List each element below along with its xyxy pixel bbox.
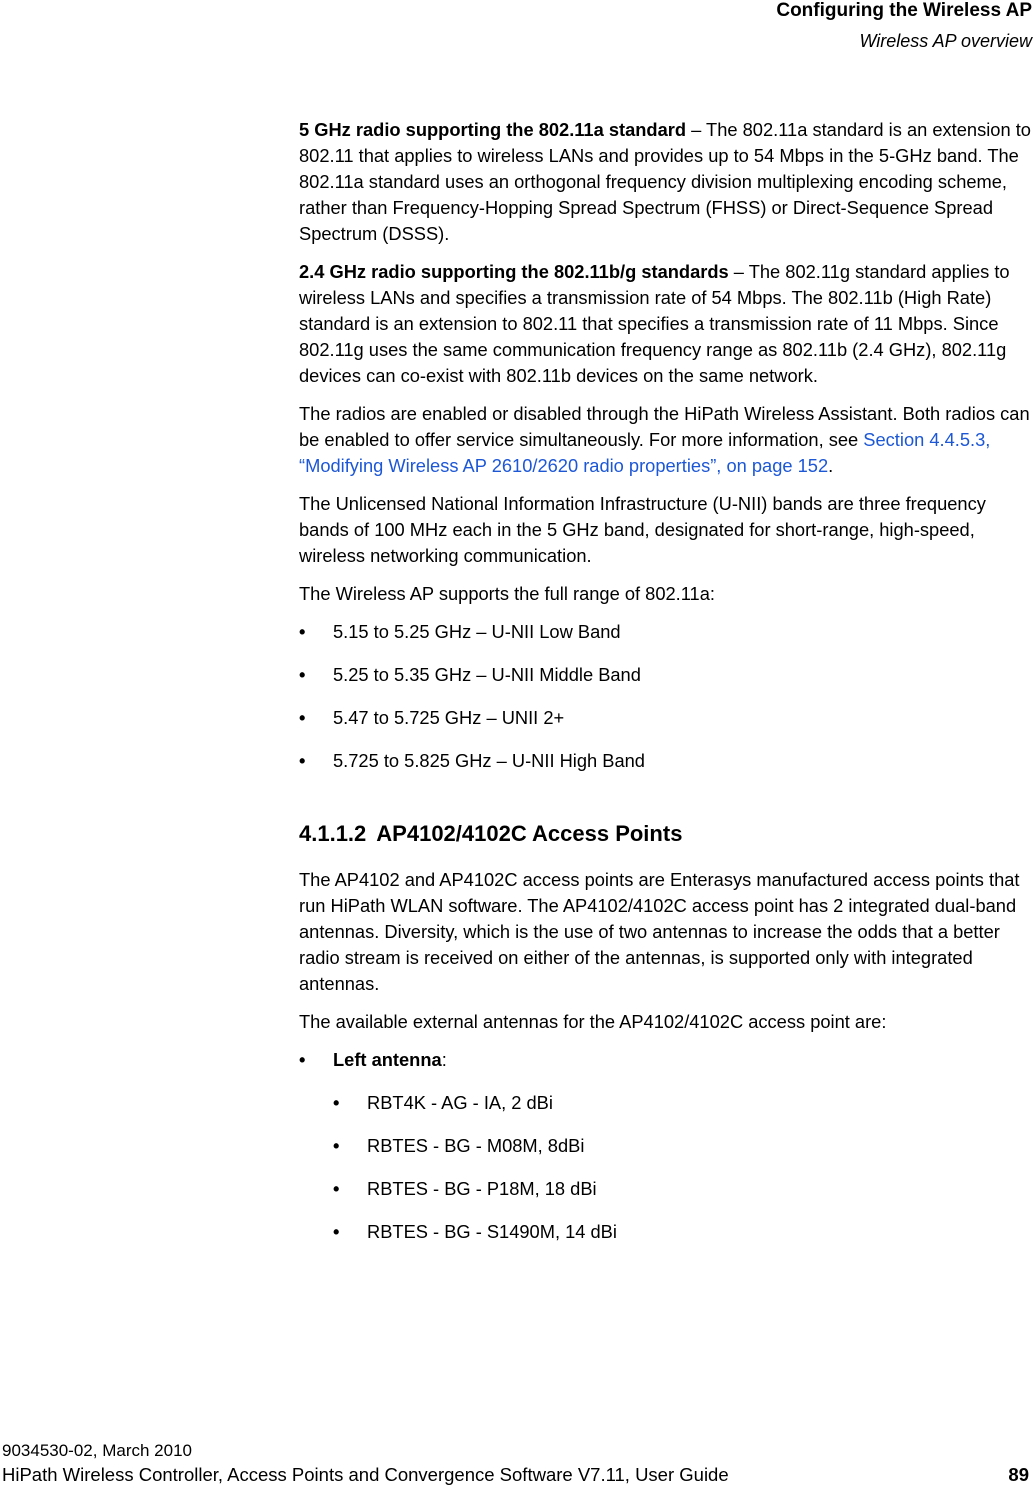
list-item bbox=[299, 748, 1031, 774]
running-header-title: Configuring the Wireless AP bbox=[776, 0, 1032, 21]
paragraph-5ghz-radio bbox=[299, 117, 1031, 247]
antenna-group-suffix: : bbox=[441, 1049, 447, 1070]
footer-guide-title: HiPath Wireless Controller, Access Points and Convergence Software V7.11, User Guide bbox=[2, 1464, 729, 1485]
bullet-icon: • bbox=[299, 664, 306, 685]
list-item bbox=[299, 662, 1031, 688]
list-item bbox=[299, 705, 1031, 731]
left-antenna-list bbox=[333, 1090, 1031, 1245]
bullet-icon: • bbox=[299, 750, 306, 771]
paragraph-24ghz-radio bbox=[299, 259, 1031, 389]
term-5ghz-radio: 5 GHz radio supporting the 802.11a standard bbox=[299, 119, 687, 140]
bullet-icon: • bbox=[299, 1049, 306, 1070]
page-number: 89 bbox=[1008, 1464, 1029, 1485]
paragraph-unii-bands: The Unlicensed National Information Infrastructure (U-NII) bands are three frequency bands of 100 MHz each in the 5 GHz band, designated for short-range, high-speed, wireless networking communication. bbox=[299, 493, 986, 566]
band-list bbox=[299, 619, 1031, 774]
paragraph-external-antennas: The available external antennas for the AP4102/4102C access point are: bbox=[299, 1011, 887, 1032]
list-item-text: 5.725 to 5.825 GHz – U-NII High Band bbox=[333, 750, 645, 771]
section-number: 4.1.1.2 bbox=[299, 821, 367, 846]
list-item-text: RBTES - BG - P18M, 18 dBi bbox=[367, 1178, 597, 1199]
section-title: AP4102/4102C Access Points bbox=[376, 821, 683, 846]
list-item-text: RBT4K - AG - IA, 2 dBi bbox=[367, 1092, 553, 1113]
paragraph-full-range: The Wireless AP supports the full range of 802.11a: bbox=[299, 583, 715, 604]
bullet-icon: • bbox=[333, 1135, 340, 1156]
paragraph-radios-enabled bbox=[299, 401, 1031, 479]
list-item-text: RBTES - BG - M08M, 8dBi bbox=[367, 1135, 585, 1156]
list-item bbox=[333, 1133, 1031, 1159]
term-24ghz-radio: 2.4 GHz radio supporting the 802.11b/g standards bbox=[299, 261, 729, 282]
list-item-text: 5.47 to 5.725 GHz – UNII 2+ bbox=[333, 707, 565, 728]
running-header-subtitle: Wireless AP overview bbox=[859, 31, 1032, 51]
list-item-text: 5.25 to 5.35 GHz – U-NII Middle Band bbox=[333, 664, 641, 685]
page-body bbox=[299, 117, 1031, 1262]
paragraph-text: – The 802.11a standard is an extension to 802.11 that applies to wireless LANs and provides up to 54 Mbps in the 5-GHz band. The 802.11a standard uses an orthogonal frequency division multiplexing encoding scheme, rather than Frequency-Hopping Spread Spectrum (FHSS) or Direct-Sequence Spread Spectrum (DSSS). bbox=[299, 119, 1031, 244]
bullet-icon: • bbox=[333, 1178, 340, 1199]
bullet-icon: • bbox=[333, 1092, 340, 1113]
section-cross-reference-link[interactable]: Section 4.4.5.3, “Modifying Wireless AP 2610/2620 radio properties”, on page 152 bbox=[299, 429, 991, 476]
paragraph-ap4102-intro: The AP4102 and AP4102C access points are Enterasys manufactured access points that run HiPath WLAN software. The AP4102/4102C access point has 2 integrated dual-band antennas. Diversity, which is the use of two antennas to increase the odds that a better radio stream is received on either of the antennas, is supported only with integrated antennas. bbox=[299, 869, 1020, 994]
section-heading bbox=[299, 820, 1031, 848]
bullet-icon: • bbox=[299, 707, 306, 728]
antenna-group-label: Left antenna bbox=[333, 1049, 442, 1070]
paragraph-text: – The 802.11g standard applies to wireless LANs and specifies a transmission rate of 54 Mbps. The 802.11b (High Rate) standard is an extension to 802.11 that specifies a transmission rate of 11 Mbps. Since 802.11g uses the same communication frequency range as 802.11b (2.4 GHz), 802.11g devices can co-exist with 802.11b devices on the same network. bbox=[299, 261, 1010, 386]
paragraph-text: . bbox=[828, 455, 834, 476]
footer-doc-id: 9034530-02, March 2010 bbox=[2, 1441, 192, 1460]
list-item bbox=[333, 1219, 1031, 1245]
paragraph-text: The radios are enabled or disabled through the HiPath Wireless Assistant. Both radios can be enabled to offer service simultaneously. For more information, see bbox=[299, 403, 1030, 450]
list-item-text: 5.15 to 5.25 GHz – U-NII Low Band bbox=[333, 621, 621, 642]
list-item bbox=[333, 1176, 1031, 1202]
list-item bbox=[333, 1090, 1031, 1116]
list-item-text: RBTES - BG - S1490M, 14 dBi bbox=[367, 1221, 617, 1242]
list-item-left-antenna bbox=[299, 1047, 1031, 1245]
bullet-icon: • bbox=[333, 1221, 340, 1242]
list-item bbox=[299, 619, 1031, 645]
bullet-icon: • bbox=[299, 621, 306, 642]
antenna-list bbox=[299, 1047, 1031, 1245]
